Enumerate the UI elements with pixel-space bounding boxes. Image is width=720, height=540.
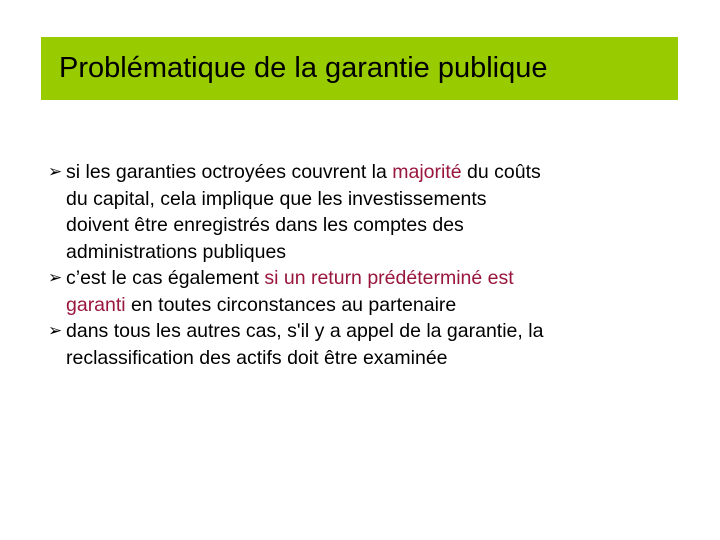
arrow-bullet-icon: ➢ bbox=[48, 268, 63, 288]
bullet-3-line-1: dans tous les autres cas, s'il y a appel de la garantie, la bbox=[66, 320, 544, 342]
arrow-bullet-icon: ➢ bbox=[48, 321, 63, 341]
text-segment: si les garanties octroyées couvrent la bbox=[66, 161, 393, 183]
bullet-1-line-1 bbox=[66, 159, 688, 186]
highlight-majorite: majorité bbox=[392, 161, 462, 183]
bullet-item-3 bbox=[48, 318, 688, 371]
text-segment: du coûts bbox=[461, 161, 541, 183]
bullet-2-line-2 bbox=[66, 292, 688, 319]
text-segment: c’est le cas également bbox=[66, 267, 265, 289]
slide-title: Problématique de la garantie publique bbox=[59, 52, 548, 84]
bullet-2-line-1 bbox=[66, 265, 688, 292]
bullet-1-line-2: du capital, cela implique que les investissements bbox=[66, 187, 487, 210]
bullet-item-2 bbox=[48, 265, 688, 318]
highlight-return: si un return prédéterminé est bbox=[264, 267, 514, 289]
bullet-1-line-4: administrations publiques bbox=[66, 240, 287, 263]
bullet-list bbox=[48, 159, 688, 371]
bullet-3-line-2: reclassification des actifs doit être examinée bbox=[66, 346, 448, 369]
highlight-garanti: garanti bbox=[66, 293, 126, 316]
bullet-item-1 bbox=[48, 159, 688, 265]
text-segment: en toutes circonstances au partenaire bbox=[125, 293, 457, 316]
arrow-bullet-icon: ➢ bbox=[48, 162, 63, 182]
title-bar bbox=[41, 37, 678, 100]
bullet-1-line-3: doivent être enregistrés dans les comptes des bbox=[66, 214, 464, 236]
